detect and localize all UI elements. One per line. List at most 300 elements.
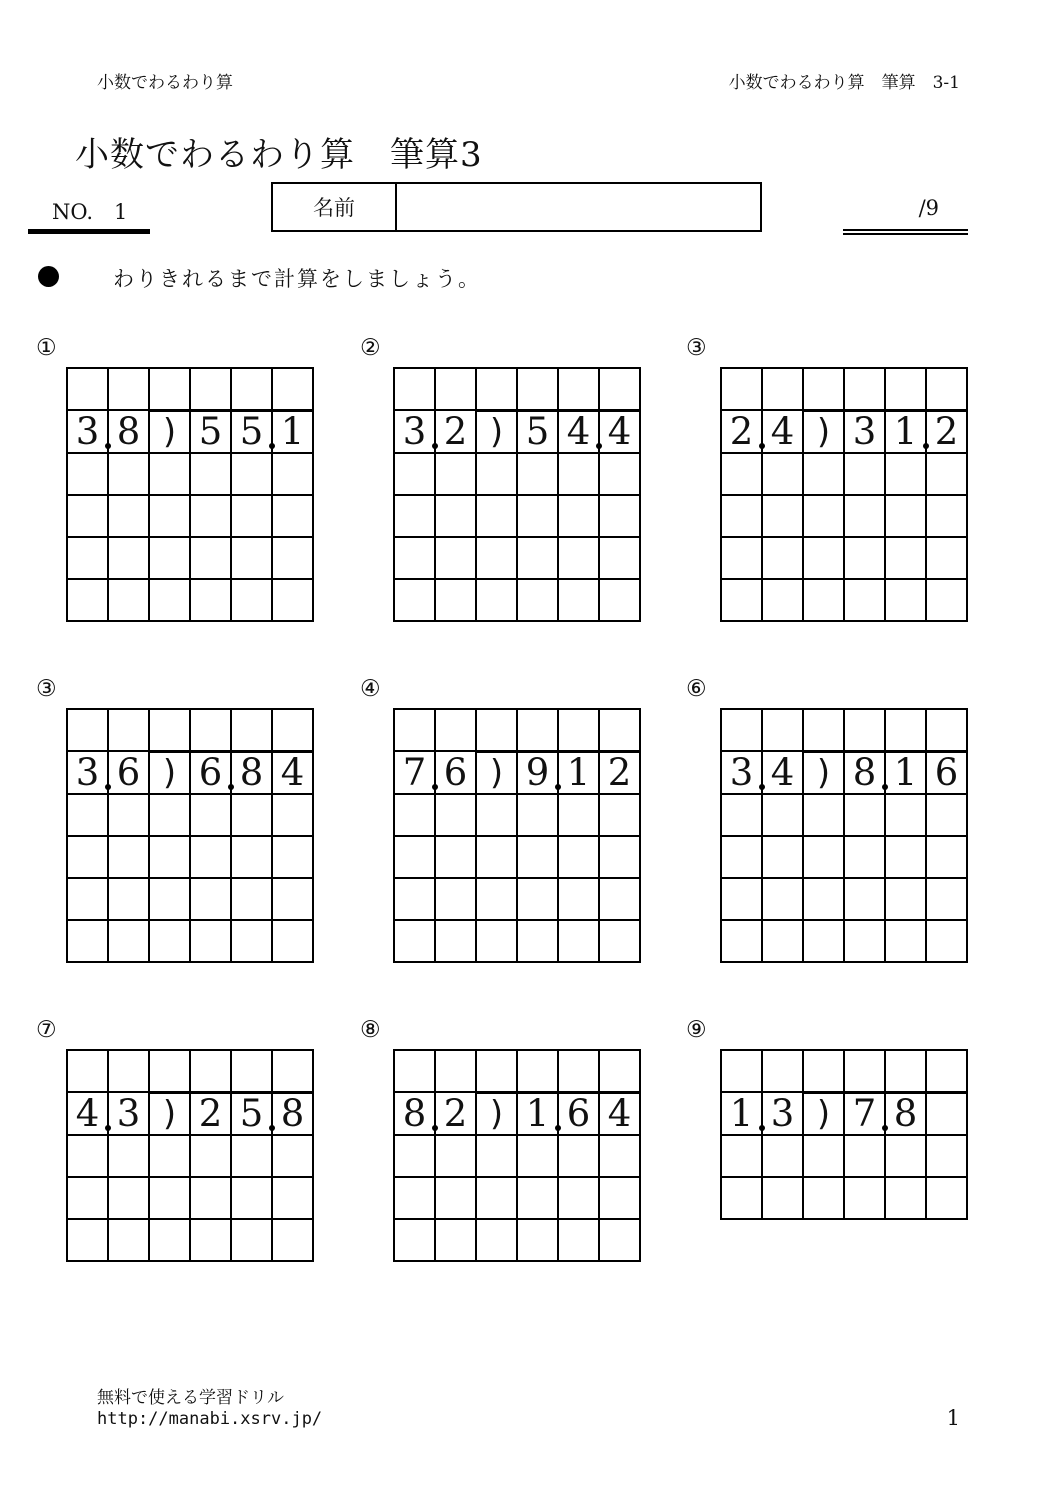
answer-cell[interactable] [272,1050,313,1092]
answer-cell[interactable] [190,794,231,836]
answer-cell[interactable] [599,1177,640,1219]
score-label: /9 [918,196,939,220]
answer-cell[interactable] [67,1135,108,1177]
problem-number: ④ [360,676,381,702]
answer-cell[interactable] [762,1135,803,1177]
answer-cell[interactable] [190,709,231,751]
long-division-grid [720,1049,968,1220]
answer-cell[interactable] [272,453,313,495]
answer-cell[interactable] [558,920,599,962]
answer-cell[interactable] [108,495,149,537]
problem-number: ⑥ [686,676,707,702]
answer-cell[interactable] [762,1177,803,1219]
answer-cell[interactable] [272,368,313,410]
answer-cell[interactable] [517,1219,558,1261]
long-division-grid [66,367,314,622]
answer-cell[interactable] [599,368,640,410]
answer-cell[interactable] [394,878,435,920]
answer-cell[interactable] [476,1050,517,1092]
answer-cell[interactable] [108,709,149,751]
answer-cell[interactable] [108,537,149,579]
answer-cell[interactable] [476,1135,517,1177]
answer-cell[interactable] [67,368,108,410]
answer-cell[interactable] [190,453,231,495]
answer-cell[interactable] [149,1219,190,1261]
answer-cell[interactable] [476,368,517,410]
answer-cell[interactable] [394,368,435,410]
answer-cell[interactable] [190,878,231,920]
divisor-digit: 3 [721,751,762,794]
answer-cell[interactable] [762,579,803,621]
answer-cell[interactable] [558,709,599,751]
answer-cell[interactable] [558,495,599,537]
header-left-title: 小数でわるわり算 [97,73,233,93]
answer-cell[interactable] [885,537,926,579]
long-division-grid [393,1049,641,1262]
divisor-digit: 8 [394,1092,435,1135]
answer-cell[interactable] [926,453,967,495]
answer-cell[interactable] [190,1219,231,1261]
answer-cell[interactable] [803,1177,844,1219]
answer-cell[interactable] [108,878,149,920]
answer-cell[interactable] [721,1177,762,1219]
answer-cell[interactable] [885,920,926,962]
answer-cell[interactable] [272,1219,313,1261]
answer-cell[interactable] [599,453,640,495]
answer-cell[interactable] [803,794,844,836]
name-box [271,182,762,232]
answer-cell[interactable] [149,495,190,537]
answer-cell[interactable] [558,794,599,836]
divisor-digit: 3 [67,410,108,453]
answer-cell[interactable] [558,1177,599,1219]
answer-cell[interactable] [762,537,803,579]
answer-cell[interactable] [926,836,967,878]
answer-cell[interactable] [108,920,149,962]
answer-cell[interactable] [149,1135,190,1177]
division-bracket: ) [149,1092,190,1135]
answer-cell[interactable] [435,794,476,836]
answer-cell[interactable] [476,495,517,537]
answer-cell[interactable] [803,495,844,537]
answer-cell[interactable] [762,495,803,537]
problem-number: ⑦ [36,1017,57,1043]
answer-cell[interactable] [231,1050,272,1092]
answer-cell[interactable] [272,836,313,878]
answer-cell[interactable] [599,920,640,962]
answer-cell[interactable] [476,794,517,836]
dividend-digit: 5 [190,410,231,453]
answer-cell[interactable] [190,1135,231,1177]
answer-cell[interactable] [926,579,967,621]
answer-cell[interactable] [926,1050,967,1092]
dividend-digit: 8 [885,1092,926,1135]
answer-cell[interactable] [926,537,967,579]
sheet-number: NO. 1 [52,200,128,224]
answer-cell[interactable] [844,368,885,410]
dividend-digit: 2 [926,410,967,453]
divisor-digit: 2 [435,410,476,453]
answer-cell[interactable] [762,878,803,920]
answer-cell[interactable] [67,709,108,751]
answer-cell[interactable] [844,1050,885,1092]
answer-cell[interactable] [558,1050,599,1092]
answer-cell[interactable] [149,878,190,920]
division-bracket: ) [803,410,844,453]
answer-cell[interactable] [67,1050,108,1092]
answer-cell[interactable] [517,579,558,621]
answer-cell[interactable] [885,453,926,495]
divisor-digit: 1 [721,1092,762,1135]
answer-cell[interactable] [517,1177,558,1219]
answer-cell[interactable] [926,920,967,962]
divisor-digit: 6 [108,751,149,794]
answer-cell[interactable] [885,709,926,751]
long-division-grid [720,367,968,622]
answer-cell[interactable] [108,1135,149,1177]
answer-cell[interactable] [149,368,190,410]
answer-cell[interactable] [721,794,762,836]
answer-cell[interactable] [885,579,926,621]
answer-cell[interactable] [476,1219,517,1261]
answer-cell[interactable] [926,1177,967,1219]
answer-cell[interactable] [67,878,108,920]
answer-cell[interactable] [721,537,762,579]
answer-cell[interactable] [272,1177,313,1219]
answer-cell[interactable] [149,709,190,751]
divisor-digit: 8 [108,410,149,453]
answer-cell[interactable] [721,1135,762,1177]
sheet-number-underline [28,229,150,234]
answer-cell[interactable] [231,495,272,537]
dividend-digit: 1 [558,751,599,794]
answer-cell[interactable] [435,836,476,878]
answer-cell[interactable] [517,1050,558,1092]
answer-cell[interactable] [272,495,313,537]
answer-cell[interactable] [885,495,926,537]
answer-cell[interactable] [67,1177,108,1219]
answer-cell[interactable] [599,579,640,621]
answer-cell[interactable] [476,453,517,495]
answer-cell[interactable] [844,709,885,751]
answer-cell[interactable] [190,537,231,579]
answer-cell[interactable] [435,878,476,920]
answer-cell[interactable] [108,1050,149,1092]
answer-cell[interactable] [394,1050,435,1092]
answer-cell[interactable] [272,794,313,836]
answer-cell[interactable] [885,878,926,920]
division-bracket: ) [476,1092,517,1135]
answer-cell[interactable] [558,836,599,878]
answer-cell[interactable] [108,453,149,495]
decimal-point [269,443,275,449]
division-bracket: ) [149,751,190,794]
answer-cell[interactable] [272,878,313,920]
answer-cell[interactable] [231,1177,272,1219]
answer-cell[interactable] [558,453,599,495]
answer-cell[interactable] [394,836,435,878]
answer-cell[interactable] [844,537,885,579]
answer-cell[interactable] [803,368,844,410]
answer-cell[interactable] [435,1177,476,1219]
answer-cell[interactable] [272,579,313,621]
answer-cell[interactable] [762,453,803,495]
answer-cell[interactable] [394,579,435,621]
answer-cell[interactable] [394,537,435,579]
answer-cell[interactable] [394,1177,435,1219]
answer-cell[interactable] [885,1135,926,1177]
answer-cell[interactable] [231,709,272,751]
answer-cell[interactable] [149,537,190,579]
answer-cell[interactable] [885,794,926,836]
answer-cell[interactable] [108,1219,149,1261]
decimal-point [923,443,929,449]
answer-cell[interactable] [476,537,517,579]
answer-cell[interactable] [435,920,476,962]
answer-cell[interactable] [885,1177,926,1219]
answer-cell[interactable] [149,1177,190,1219]
answer-cell[interactable] [476,1177,517,1219]
answer-cell[interactable] [231,1135,272,1177]
answer-cell[interactable] [517,709,558,751]
answer-cell[interactable] [762,836,803,878]
answer-cell[interactable] [435,1135,476,1177]
divisor-digit: 3 [67,751,108,794]
answer-cell[interactable] [67,579,108,621]
answer-cell[interactable] [721,579,762,621]
answer-cell[interactable] [926,495,967,537]
answer-cell[interactable] [517,495,558,537]
divisor-digit: 3 [762,1092,803,1135]
answer-cell[interactable] [721,368,762,410]
answer-cell[interactable] [762,709,803,751]
answer-cell[interactable] [558,579,599,621]
answer-cell[interactable] [108,579,149,621]
name-field[interactable] [397,184,760,230]
answer-cell[interactable] [190,495,231,537]
answer-cell[interactable] [231,537,272,579]
answer-cell[interactable] [476,920,517,962]
decimal-point [105,443,111,449]
answer-cell[interactable] [231,878,272,920]
answer-cell[interactable] [558,537,599,579]
divisor-digit: 2 [435,1092,476,1135]
problem-number: ① [36,335,57,361]
page-number: 1 [946,1406,960,1430]
answer-cell[interactable] [272,709,313,751]
answer-cell[interactable] [762,794,803,836]
answer-cell[interactable] [476,878,517,920]
answer-cell[interactable] [926,368,967,410]
answer-cell[interactable] [67,453,108,495]
answer-cell[interactable] [517,920,558,962]
answer-cell[interactable] [435,709,476,751]
answer-cell[interactable] [803,878,844,920]
answer-cell[interactable] [394,794,435,836]
answer-cell[interactable] [885,368,926,410]
answer-cell[interactable] [803,579,844,621]
divisor-digit: 4 [762,410,803,453]
problem-number: ③ [36,676,57,702]
answer-cell[interactable] [844,495,885,537]
answer-cell[interactable] [599,1050,640,1092]
answer-cell[interactable] [599,495,640,537]
answer-cell[interactable] [844,878,885,920]
bullet-icon [38,266,59,287]
answer-cell[interactable] [721,878,762,920]
dividend-digit: 6 [926,751,967,794]
answer-cell[interactable] [599,1135,640,1177]
answer-cell[interactable] [149,836,190,878]
answer-cell[interactable] [435,1219,476,1261]
answer-cell[interactable] [926,878,967,920]
answer-cell[interactable] [108,1177,149,1219]
answer-cell[interactable] [558,1135,599,1177]
answer-cell[interactable] [231,836,272,878]
answer-cell[interactable] [272,920,313,962]
answer-cell[interactable] [599,836,640,878]
answer-cell[interactable] [517,794,558,836]
answer-cell[interactable] [599,709,640,751]
answer-cell[interactable] [435,579,476,621]
answer-cell[interactable] [394,495,435,537]
answer-cell[interactable] [721,1050,762,1092]
answer-cell[interactable] [149,920,190,962]
answer-cell[interactable] [803,1135,844,1177]
answer-cell[interactable] [108,794,149,836]
answer-cell[interactable] [231,453,272,495]
answer-cell[interactable] [803,537,844,579]
answer-cell[interactable] [149,579,190,621]
answer-cell[interactable] [926,709,967,751]
answer-cell[interactable] [394,1135,435,1177]
answer-cell[interactable] [67,1219,108,1261]
answer-cell[interactable] [149,453,190,495]
answer-cell[interactable] [190,1050,231,1092]
answer-cell[interactable] [517,537,558,579]
answer-cell[interactable] [517,878,558,920]
answer-cell[interactable] [435,537,476,579]
answer-cell[interactable] [885,836,926,878]
divisor-digit: 6 [435,751,476,794]
score-underline [843,233,968,235]
answer-cell[interactable] [803,709,844,751]
answer-cell[interactable] [721,495,762,537]
answer-cell[interactable] [599,794,640,836]
answer-cell[interactable] [67,836,108,878]
answer-cell[interactable] [231,368,272,410]
answer-cell[interactable] [558,1219,599,1261]
answer-cell[interactable] [435,1050,476,1092]
answer-cell[interactable] [190,1177,231,1219]
answer-cell[interactable] [149,1050,190,1092]
dividend-digit: 4 [599,1092,640,1135]
answer-cell[interactable] [517,836,558,878]
answer-cell[interactable] [394,453,435,495]
decimal-point [432,1125,438,1131]
division-bracket: ) [476,410,517,453]
answer-cell[interactable] [67,920,108,962]
answer-cell[interactable] [435,453,476,495]
answer-cell[interactable] [272,537,313,579]
answer-cell[interactable] [762,368,803,410]
answer-cell[interactable] [231,794,272,836]
answer-cell[interactable] [190,920,231,962]
answer-cell[interactable] [67,794,108,836]
answer-cell[interactable] [926,1135,967,1177]
answer-cell[interactable] [558,368,599,410]
answer-cell[interactable] [394,709,435,751]
answer-cell[interactable] [272,1135,313,1177]
answer-cell[interactable] [476,579,517,621]
answer-cell[interactable] [476,709,517,751]
answer-cell[interactable] [721,836,762,878]
answer-cell[interactable] [599,1219,640,1261]
answer-cell[interactable] [394,1219,435,1261]
answer-cell[interactable] [721,920,762,962]
answer-cell[interactable] [231,920,272,962]
answer-cell[interactable] [844,579,885,621]
answer-cell[interactable] [231,579,272,621]
dividend-digit: 4 [558,410,599,453]
answer-cell[interactable] [844,1177,885,1219]
answer-cell[interactable] [108,368,149,410]
decimal-point [105,1125,111,1131]
answer-cell[interactable] [108,836,149,878]
answer-cell[interactable] [517,368,558,410]
dividend-digit: 8 [231,751,272,794]
dividend-digit: 1 [517,1092,558,1135]
answer-cell[interactable] [844,1135,885,1177]
decimal-point [105,784,111,790]
answer-cell[interactable] [517,453,558,495]
answer-cell[interactable] [67,495,108,537]
answer-cell[interactable] [435,368,476,410]
answer-cell[interactable] [885,1050,926,1092]
answer-cell[interactable] [721,709,762,751]
decimal-point [269,1125,275,1131]
answer-cell[interactable] [844,836,885,878]
decimal-point [432,443,438,449]
answer-cell[interactable] [599,537,640,579]
answer-cell[interactable] [599,878,640,920]
answer-cell[interactable] [803,836,844,878]
answer-cell[interactable] [803,453,844,495]
answer-cell[interactable] [844,794,885,836]
answer-cell[interactable] [844,453,885,495]
answer-cell[interactable] [190,368,231,410]
answer-cell[interactable] [926,794,967,836]
answer-cell[interactable] [435,495,476,537]
decimal-point [882,784,888,790]
answer-cell[interactable] [803,1050,844,1092]
answer-cell[interactable] [67,537,108,579]
answer-cell[interactable] [558,878,599,920]
answer-cell[interactable] [721,453,762,495]
answer-cell[interactable] [394,920,435,962]
answer-cell[interactable] [149,794,190,836]
answer-cell[interactable] [803,920,844,962]
answer-cell[interactable] [762,920,803,962]
answer-cell[interactable] [762,1050,803,1092]
answer-cell[interactable] [476,836,517,878]
answer-cell[interactable] [190,836,231,878]
answer-cell[interactable] [231,1219,272,1261]
answer-cell[interactable] [517,1135,558,1177]
answer-cell[interactable] [844,920,885,962]
dividend-digit: 5 [517,410,558,453]
answer-cell[interactable] [190,579,231,621]
